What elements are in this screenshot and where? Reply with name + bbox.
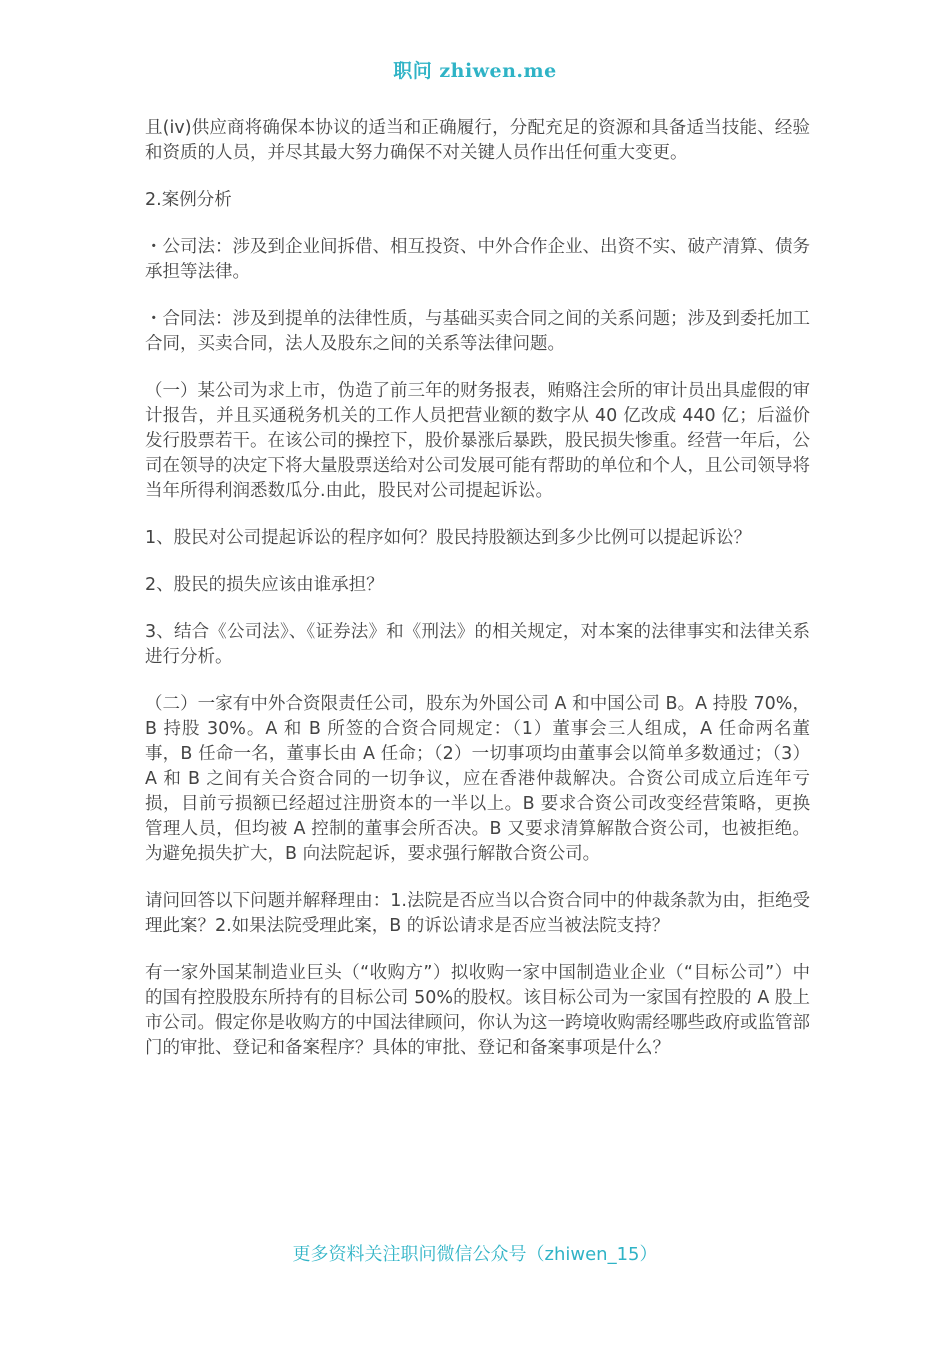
case-one-question-1: 1、股民对公司提起诉讼的程序如何？股民持股额达到多少比例可以提起诉讼？ bbox=[145, 528, 752, 548]
case-one-question-3: 3、结合《公司法》、《证券法》和《刑法》的相关规定，对本案的法律事实和法律关系进行分析。 bbox=[145, 622, 810, 667]
case-two-description: （二）一家有中外合资限责任公司，股东为外国公司 A 和中国公司 B。A 持股 70%，B 持股 30%。A 和 B 所签的合资合同规定：（1）董事会三人组成，A 任命两名董事，B 任命一名，董事长由 A 任命；（2）一切事项均由董事会以简单多数通过；（3）A 和 B 之间有关合资合同的一切争议，应在香港仲裁解决。合资公司成立后连年亏损，目前亏损额已经超过注册资本的一半以上。B 要求合资公司改变经营策略，更换管理人员，但均被 A 控制的董事会所否决。B 又要求清算解散合资公司，也被拒绝。为避免损失扩大，B 向法院起诉，要求强行解散合资公司。 bbox=[145, 694, 810, 864]
document-body bbox=[145, 116, 810, 1083]
bullet-company-law: ・公司法：涉及到企业间拆借、相互投资、中外合作企业、出资不实、破产清算、债务承担等法律。 bbox=[145, 237, 810, 282]
page-header-brand: 职问 zhiwen.me bbox=[393, 60, 557, 82]
section-heading-case-analysis: 2.案例分析 bbox=[145, 190, 232, 210]
case-three-description: 有一家外国某制造业巨头（“收购方”）拟收购一家中国制造业企业（“目标公司”）中的国有控股股东所持有的目标公司 50%的股权。该目标公司为一家国有控股的 A 股上市公司。假定你是收购方的中国法律顾问，你认为这一跨境收购需经哪些政府或监管部门的审批、登记和备案程序？具体的审批、登记和备案事项是什么？ bbox=[145, 963, 810, 1058]
case-one-description: （一）某公司为求上市，伪造了前三年的财务报表，贿赂注会所的审计员出具虚假的审计报告，并且买通税务机关的工作人员把营业额的数字从 40 亿改成 440 亿；后溢价发行股票若干。在该公司的操控下，股价暴涨后暴跌，股民损失惨重。经营一年后，公司在领导的决定下将大量股票送给对公司发展可能有帮助的单位和个人，且公司领导将当年所得利润悉数瓜分.由此，股民对公司提起诉讼。 bbox=[145, 381, 810, 501]
case-two-questions: 请问回答以下问题并解释理由：1.法院是否应当以合资合同中的仲裁条款为由，拒绝受理此案？2.如果法院受理此案，B 的诉讼请求是否应当被法院支持？ bbox=[145, 891, 810, 936]
bullet-contract-law: ・合同法：涉及到提单的法律性质，与基础买卖合同之间的关系问题；涉及到委托加工合同，买卖合同，法人及股东之间的关系等法律问题。 bbox=[145, 309, 810, 354]
page-footer-note: 更多资料关注职问微信公众号（zhiwen_15） bbox=[292, 1244, 658, 1265]
paragraph-supplier-obligation: 且(iv)供应商将确保本协议的适当和正确履行，分配充足的资源和具备适当技能、经验和资质的人员，并尽其最大努力确保不对关键人员作出任何重大变更。 bbox=[145, 118, 810, 163]
case-one-question-2: 2、股民的损失应该由谁承担？ bbox=[145, 575, 384, 595]
